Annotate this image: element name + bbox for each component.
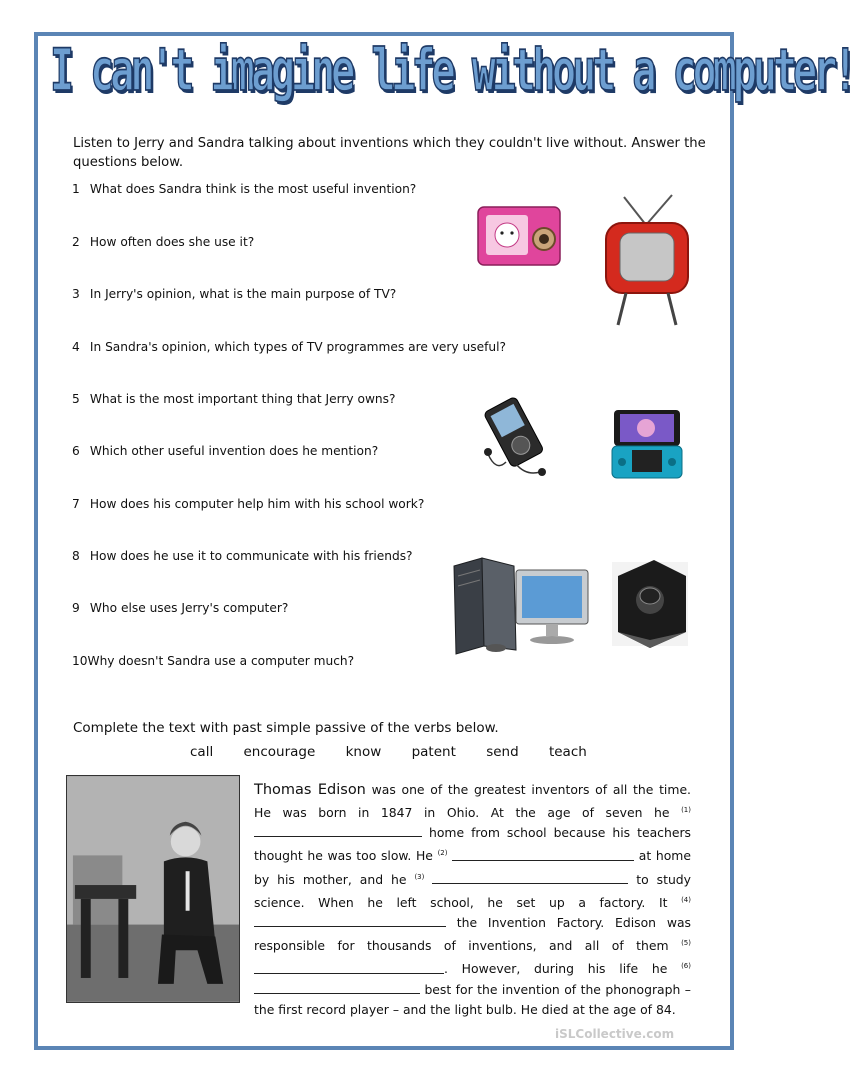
mp3-player-image (476, 392, 554, 480)
watermark-footer: iSLCollective.com (555, 1027, 675, 1041)
pink-camera-image (474, 203, 564, 269)
answer-blank-5[interactable] (254, 961, 444, 974)
answer-blank-2[interactable] (452, 848, 634, 861)
question-10: 10Why doesn't Sandra use a computer much? (72, 654, 355, 668)
verb-word: patent (411, 744, 456, 760)
handheld-console-image (608, 408, 686, 480)
red-tv-image (600, 193, 692, 328)
verb-word: call (190, 744, 214, 760)
edison-photo (66, 775, 240, 1003)
question-9: 9 Who else uses Jerry's computer? (72, 601, 289, 615)
answer-blank-6[interactable] (254, 981, 420, 994)
verb-word: encourage (243, 744, 316, 760)
answer-blank-4[interactable] (254, 914, 446, 927)
question-4: 4 In Sandra's opinion, which types of TV programmes are very useful? (72, 340, 506, 354)
verb-word: know (345, 744, 382, 760)
question-5: 5 What is the most important thing that Jerry owns? (72, 392, 396, 406)
task-instructions: Complete the text with past simple passive of the verbs below. (73, 720, 499, 736)
verb-list (190, 744, 613, 760)
answer-blank-1[interactable] (254, 824, 422, 837)
question-2: 2 How often does she use it? (72, 235, 255, 249)
question-1: 1 What does Sandra think is the most useful invention? (72, 182, 417, 196)
answer-blank-3[interactable] (432, 871, 628, 884)
game-console-image (610, 556, 692, 650)
passage-name: Thomas Edison (254, 782, 366, 798)
question-7: 7 How does his computer help him with his school work? (72, 497, 425, 511)
edison-passage: Thomas Edison was one of the greatest inventors of all the time. He was born in 1847 in Ohio. At the age of seven he $^{(1)}$ home from school because his teachers thought he was too slow. He $^{(2)}$ at home by his mother, and he $^{(3)}$ to study science. When he left school, he set up a factory. It $^{(4)}$ the Invention Factory. Edison was responsible for thousands of inventions, and all of them $^{(5)}$ . However, during his life he $^{(6)}$ best for the invention of the phonograph –the first record player – and the light bulb. He died at the age of 84. (254, 782, 691, 1017)
verb-word: teach (548, 744, 587, 760)
question-6: 6 Which other useful invention does he mention? (72, 444, 379, 458)
intro-instructions: Listen to Jerry and Sandra talking about inventions which they couldn't live without. Answer the questions below. (73, 136, 706, 170)
desktop-computer-image (450, 556, 592, 654)
question-8: 8 How does he use it to communicate with his friends? (72, 549, 413, 563)
question-3: 3 In Jerry's opinion, what is the main purpose of TV? (72, 287, 397, 301)
verb-word: send (486, 744, 519, 760)
page-title: I can't imagine life without a computer! (50, 38, 853, 105)
